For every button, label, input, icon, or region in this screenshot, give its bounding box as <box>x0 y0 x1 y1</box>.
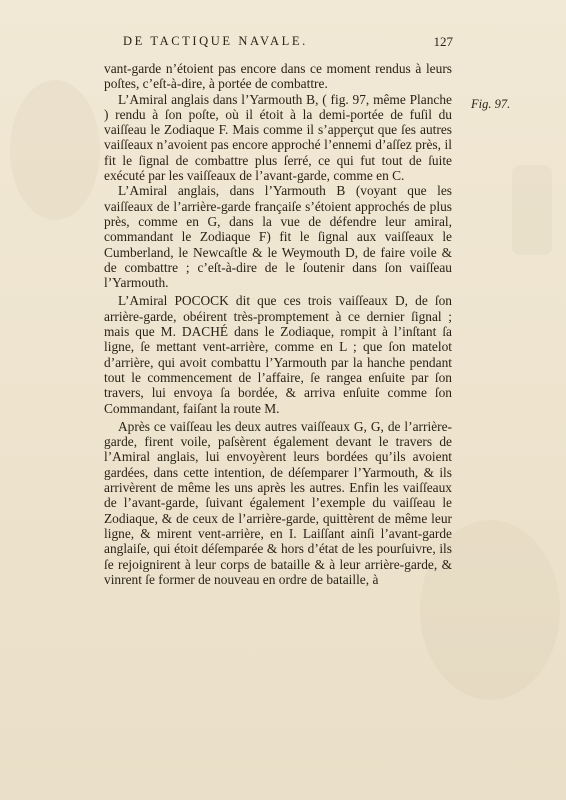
paragraph: L’Amiral anglais dans l’Yarmouth B, ( fig. 97, même Planche ) rendu à ſon poſte, où il étoit à la demi-portée de fuſil du vaiſſeau le Zodiaque F. Mais comme il s’apperçut que ſes autres vaiſſeaux n’avoient pas encore approché l’ennemi d’aſſez près, il fit le ſignal de combattre plus ſerré, ce qui fut tout de ſuite exécuté par les vaiſſeaux de l’avant-garde, comme en C. <box>104 91 452 184</box>
ink-bleed-through <box>512 165 552 255</box>
paragraph: Après ce vaiſſeau les deux autres vaiſſeaux G, G, de l’arrière-garde, firent voile, paſsèrent également devant le travers de l’Amiral anglais, lui envoyèrent leurs bordées qu’ils avoient gardées, dans cette intention, de déſemparer l’Yarmouth, & ils arrivèrent de même les uns après les autres. Enfin les vaiſſeaux de l’avant-garde, ſuivant également l’exemple du vaiſſeau le Zodiaque, & de ceux de l’arrière-garde, quittèrent de même leur ligne, & mirent vent-arrière, en I. Laiſſant ainſi l’avant-garde anglaiſe, qui étoit déſemparée & hors d’état de les pourſuivre, ils ſe rejoignirent à leur corps de bataille & à leur arrière-garde, & vinrent ſe former de nouveau en ordre de bataille, à <box>104 418 452 587</box>
margin-note: Fig. 97. <box>471 97 511 111</box>
page-number: 127 <box>433 34 453 49</box>
body-text <box>104 61 452 587</box>
paragraph: L’Amiral POCOCK dit que ces trois vaiſſeaux D, de ſon arrière-garde, obéirent très-promptement à ce dernier ſignal ; mais que M. DACHÉ dans le Zodiaque, rompit à l’inſtant ſa ligne, ſe mettant vent-arrière, comme en L ; que ſon matelot d’arrière, qui avoit combattu l’Yarmouth par la hanche pendant tout le commencement de l’affaire, ſe rangea enſuite par ſon travers, lui envoya ſa bordée, & arriva enſuite comme ſon Commandant, faiſant la route M. <box>104 293 452 416</box>
page-header <box>103 34 453 52</box>
paragraph: vant-garde n’étoient pas encore dans ce moment rendus à leurs poſtes, c’eſt-à-dire, à portée de combattre. <box>104 61 452 92</box>
paper-stain <box>10 80 100 220</box>
paragraph: L’Amiral anglais, dans l’Yarmouth B (voyant que les vaiſſeaux de l’arrière-garde françaiſe s’étoient approchés de plus près, comme en G, dans la vue de défendre leur amiral, commandant le Zodiaque F) fit le ſignal aux vaiſſeaux le Cumberland, le Newcaſtle & le Weymouth D, de faire voile & de combattre ; c’eſt-à-dire de le ſoutenir dans ſon vaiſſeau l’Yarmouth. <box>104 183 452 291</box>
running-head: DE TACTIQUE NAVALE. <box>123 34 308 48</box>
